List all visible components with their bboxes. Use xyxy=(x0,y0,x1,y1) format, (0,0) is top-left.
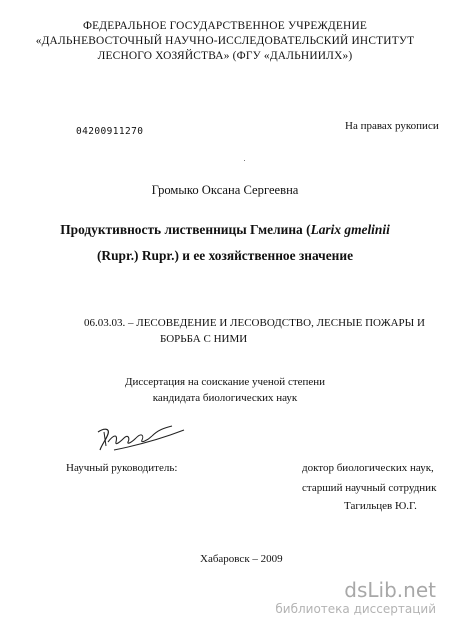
institution-line-2: «ДАЛЬНЕВОСТОЧНЫЙ НАУЧНО-ИССЛЕДОВАТЕЛЬСКИЙ ИНСТИТУТ xyxy=(35,35,415,47)
degree-line-2: кандидата биологических наук xyxy=(152,392,298,404)
supervisor-degree: доктор биологических наук, xyxy=(302,462,434,474)
watermark-logo: dsLib.net xyxy=(344,578,436,602)
institution-line-3: ЛЕСНОГО ХОЗЯЙСТВА» (ФГУ «ДАЛЬНИИЛХ») xyxy=(97,50,353,62)
handwritten-signature xyxy=(94,420,194,460)
title-text: Продуктивность лиственницы Гмелина ( xyxy=(60,222,311,237)
thesis-title-line-2: (Rupr.) Rupr.) и ее хозяйственное значение xyxy=(96,248,354,263)
supervisor-name: Тагильцев Ю.Г. xyxy=(344,500,417,512)
institution-line-1: ФЕДЕРАЛЬНОЕ ГОСУДАРСТВЕННОЕ УЧРЕЖДЕНИЕ xyxy=(82,20,368,32)
title-latin-name: Larix gmelinii xyxy=(310,222,390,237)
document-number: 04200911270 xyxy=(76,126,144,137)
manuscript-note: На правах рукописи xyxy=(345,120,439,132)
watermark xyxy=(246,578,436,618)
author-name: Громыко Оксана Сергеевна xyxy=(151,183,299,197)
thesis-title-line-1 xyxy=(0,222,450,238)
degree-line-1: Диссертация на соискание ученой степени xyxy=(124,376,326,388)
watermark-subtitle: библиотека диссертаций xyxy=(275,602,436,616)
specialty-line-1: 06.03.03. – ЛЕСОВЕДЕНИЕ И ЛЕСОВОДСТВО, ЛЕСНЫЕ ПОЖАРЫ И xyxy=(84,317,425,329)
specialty-line-2: БОРЬБА С НИМИ xyxy=(160,333,248,345)
place-year: Хабаровск – 2009 xyxy=(200,553,283,565)
supervisor-position: старший научный сотрудник xyxy=(302,482,437,494)
scan-speck xyxy=(244,160,245,161)
supervisor-label: Научный руководитель: xyxy=(66,462,178,474)
